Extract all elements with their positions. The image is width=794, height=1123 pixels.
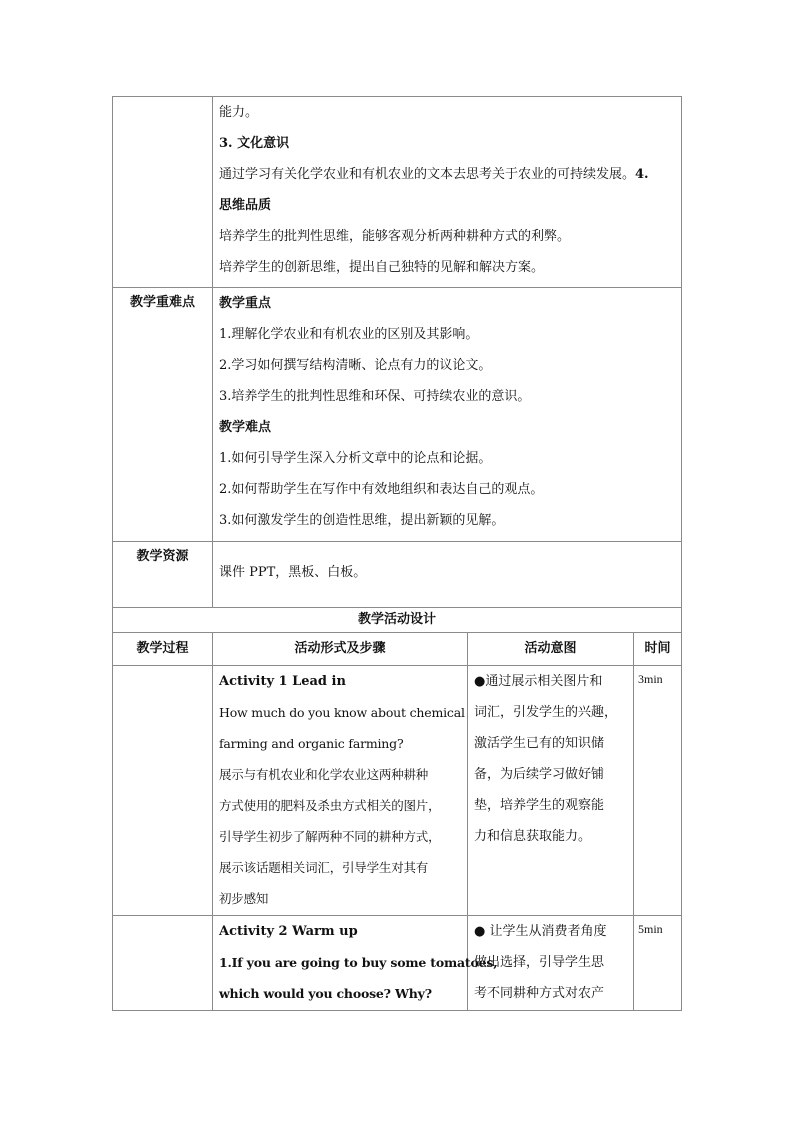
focus-item: 1.理解化学农业和有机农业的区别及其影响。 <box>219 327 479 342</box>
focus-heading: 教学重点 <box>219 296 272 311</box>
ability-line: 能力。 <box>219 105 259 120</box>
activity-step-line: 1.If you are going to buy some tomatoes, <box>219 955 498 970</box>
resources-content <box>213 542 682 608</box>
intent-line: 备，为后续学习做好铺 <box>474 767 605 782</box>
goals-content-cell <box>213 97 682 288</box>
focus-item: 3.培养学生的批判性思维和环保、可持续农业的意识。 <box>219 389 531 404</box>
column-header-row <box>113 633 682 666</box>
thinking-item: 培养学生的创新思维，提出自己独特的见解和解决方案。 <box>219 260 545 275</box>
intent-line: 词汇，引发学生的兴趣， <box>474 705 618 720</box>
activity-step-line: 初步感知 <box>219 891 269 906</box>
thinking-number: 4. <box>635 167 649 182</box>
difficulty-heading: 教学难点 <box>219 420 272 435</box>
activity-step-line: 展示该话题相关词汇，引导学生对其有 <box>219 860 429 875</box>
intent-line: 激活学生已有的知识储 <box>474 736 605 751</box>
intent-line: ● 让学生从消费者角度 <box>474 924 607 939</box>
activity-time: 5min <box>634 916 682 1011</box>
activity-row <box>113 916 682 1011</box>
activity-step-line: farming and organic farming? <box>219 736 404 751</box>
activity-steps-cell <box>213 666 468 916</box>
difficulty-item: 2.如何帮助学生在写作中有效地组织和表达自己的观点。 <box>219 482 544 497</box>
intent-line: 做出选择，引导学生思 <box>474 955 605 970</box>
intent-line: 力和信息获取能力。 <box>474 829 592 844</box>
activity-step-line: which would you choose? Why? <box>219 986 432 1001</box>
resources-label: 教学资源 <box>113 542 213 608</box>
activity-intent-cell <box>468 666 634 916</box>
culture-heading: 3. 文化意识 <box>219 136 290 151</box>
difficulty-item: 3.如何激发学生的创造性思维，提出新颖的见解。 <box>219 513 505 528</box>
activity-intent-cell <box>468 916 634 1011</box>
column-header-process: 教学过程 <box>113 633 213 666</box>
key-points-content <box>213 288 682 542</box>
activity-title: Activity 1 Lead in <box>219 674 346 689</box>
key-points-row <box>113 288 682 542</box>
activity-row <box>113 666 682 916</box>
activity-time: 3min <box>634 666 682 916</box>
focus-item: 2.学习如何撰写结构清晰、论点有力的议论文。 <box>219 358 492 373</box>
goals-row <box>113 97 682 288</box>
goals-label-cell <box>113 97 213 288</box>
thinking-item: 培养学生的批判性思维，能够客观分析两种耕种方式的利弊。 <box>219 229 571 244</box>
culture-text: 通过学习有关化学农业和有机农业的文本去思考关于农业的可持续发展。 <box>219 167 636 182</box>
activity-step-line: 方式使用的肥料及杀虫方式相关的图片， <box>219 798 441 813</box>
activity-step-line: How much do you know about chemical <box>219 705 465 720</box>
activity-step-line: 引导学生初步了解两种不同的耕种方式， <box>219 829 441 844</box>
culture-text-line <box>213 159 681 190</box>
activity-steps-cell <box>213 916 498 1011</box>
thinking-heading: 思维品质 <box>219 198 272 213</box>
activity-step-line: 展示与有机农业和化学农业这两种耕种 <box>219 767 429 782</box>
activity-design-title: 教学活动设计 <box>113 608 682 633</box>
activity-title: Activity 2 Warm up <box>219 924 358 939</box>
difficulty-item: 1.如何引导学生深入分析文章中的论点和论据。 <box>219 451 492 466</box>
key-points-label: 教学重难点 <box>113 288 213 542</box>
resources-text: 课件 PPT，黑板、白板。 <box>219 565 367 580</box>
intent-line: 垫，培养学生的观察能 <box>474 798 605 813</box>
column-header-intent: 活动意图 <box>468 633 634 666</box>
activity-design-row <box>113 608 682 633</box>
column-header-steps: 活动形式及步骤 <box>213 633 468 666</box>
lesson-plan-table <box>112 96 682 1011</box>
intent-line: 考不同耕种方式对农产 <box>474 986 605 1001</box>
column-header-time: 时间 <box>634 633 682 666</box>
process-cell <box>113 666 213 916</box>
lesson-plan-page <box>112 96 681 1011</box>
process-cell <box>113 916 213 1011</box>
intent-line: ●通过展示相关图片和 <box>474 674 603 689</box>
resources-row <box>113 542 682 608</box>
